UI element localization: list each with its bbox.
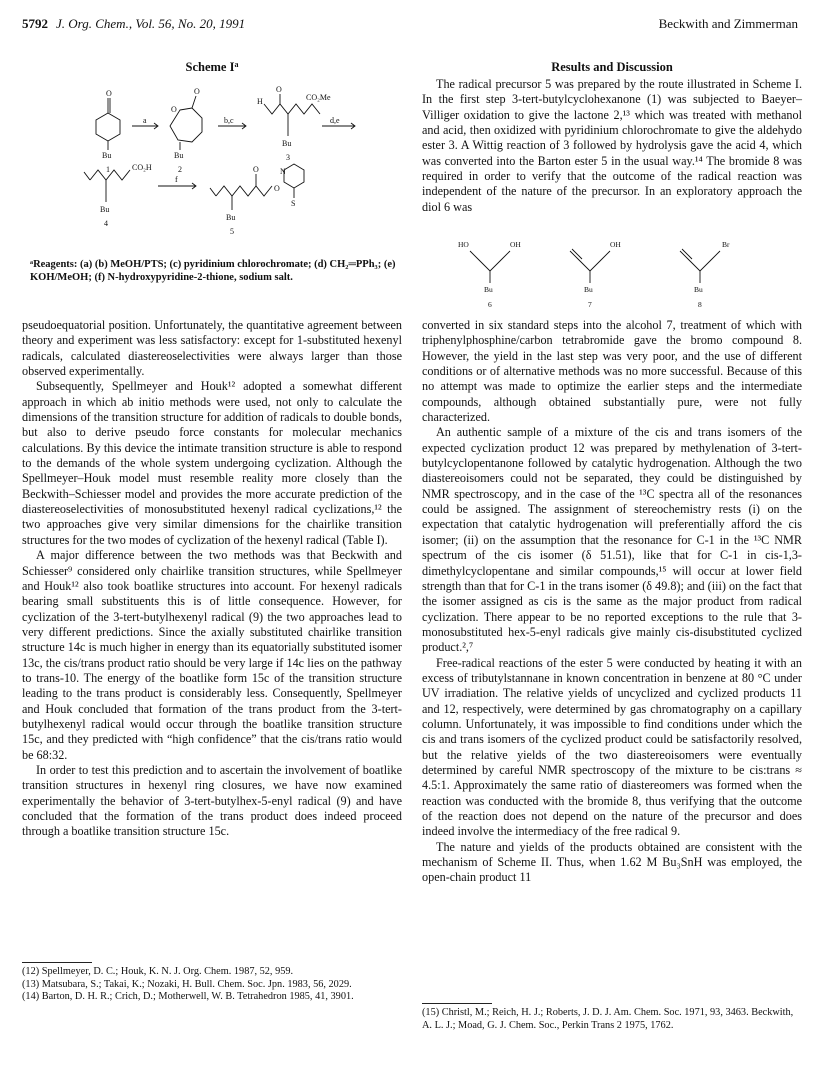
scheme-label-bu4: Bu — [100, 205, 110, 214]
running-head — [22, 16, 798, 34]
compound-3-chain — [264, 104, 320, 114]
structure-6-chain — [470, 251, 510, 271]
scheme-label-h3: H — [257, 97, 263, 106]
scheme-label-co2me: CO₂Me — [306, 93, 331, 102]
footnote: (14) Barton, D. H. R.; Crich, D.; Motherwell, W. B. Tetrahedron 1985, 41, 3901. — [22, 991, 354, 1003]
footnote: (13) Matsubara, S.; Takai, K.; Nozaki, H. Bull. Chem. Soc. Jpn. 1983, 56, 2029. — [22, 978, 352, 990]
footnotes-right — [422, 1007, 802, 1032]
scheme-label-o5b: O — [274, 184, 280, 193]
right-column-body — [422, 318, 802, 886]
scheme-compound-1-label: 1 — [106, 165, 110, 174]
running-head-authors: Beckwith and Zimmerman — [658, 16, 798, 31]
structure-7-label: 7 — [588, 300, 592, 309]
scheme-label-n5: N — [280, 167, 286, 176]
paragraph: Subsequently, Spellmeyer and Houk¹² adopted a somewhat different approach in which ab initio methods were used, not only to calculate the dimensions of the transition structure for addition of radicals to double bonds, but also to derive pseudo force constants for molecular mechanics calculations. By this device the intimate transition structure is able to respond to the demands of the whole system undergoing cyclization. Although the Spellmeyer–Houk model must resemble reality more closely than the Beckwith–Schiesser model and provides the more accurate prediction of the diastereoselectivities of monosubstituted hexenyl radical cyclizations,¹² the two approaches give very similar dimensions for the chairlike transition structures for the two modes of cyclization of the hexenyl radical (Table I). — [22, 379, 402, 547]
scheme-label-o1: O — [106, 89, 112, 98]
footnote-rule-left — [22, 962, 92, 963]
structure-8-br: Br — [722, 240, 730, 249]
paragraph: In order to test this prediction and to ascertain the involvement of boatlike transition structures in hexenyl ring closures, we have now examined experimentally the behavior of 3-tert-butylhex-5-enyl radical (9) and have concluded that the formation of the trans product does indeed proceed through a boatlike transition structure 15c. — [22, 762, 402, 839]
structure-8-bu: Bu — [694, 285, 703, 294]
scheme-arrow-de: d,e — [330, 116, 340, 125]
footnote-rule-right — [422, 1003, 492, 1004]
section-heading: Results and Discussion — [551, 60, 673, 74]
footnotes-left — [22, 966, 402, 1004]
structures-svg — [440, 237, 780, 312]
paragraph: Free-radical reactions of the ester 5 were conducted by heating it with an excess of tributylstannane in known concentration in benzene at 80 °C under UV irradiation. The relative yields of uncyclized and cyclized products 11 and 12, respectively, were determined by gas chromatography on a capillary column. Unfortunately, it was impossible to find conditions under which the cis and trans isomers of the cyclized product could be satisfactorily resolved, but the relative yields of the two diastereoisomers were eventually determined by careful NMR spectroscopy of the mixture to be cis:trans ≈ 4.5:1. Approximately the same ratio of diastereomers was formed when the reaction was conducted with the bromide 8, thus verifying that the outcome of the reaction does not depend on the nature of the precursor and does indeed involve the intermediacy of the free radical 9. — [422, 655, 802, 839]
scheme-arrow-bc: b,c — [224, 116, 234, 125]
scheme-label-s5: S — [291, 199, 296, 208]
structure-7-oh: OH — [610, 240, 621, 249]
compound-5-pyridine-ring — [284, 164, 304, 188]
scheme-arrow-a: a — [143, 116, 147, 125]
paragraph: An authentic sample of a mixture of the cis and trans isomers of the expected cyclization product 12 was prepared by methylenation of 3-tert-butylcyclopentanone followed by catalytic hydrogenation. Although the two diastereoisomers could not be separated, they could be distinguished by NMR spectroscopy, and in the case of the ¹³C spectra all of the resonances could be assigned. The assignment of stereochemistry rests (i) on the expectation that catalytic hydrogenation will preferentially afford the cis isomer; (ii) on the assumption that the resonance for C-1 in the ¹³C NMR spectrum of the cis isomer (δ 51.51), like that for C-1 in cis-1,3-dimethylcyclopentane and similar compounds,¹⁵ will occur at lower field strength than that for C-1 in the trans isomer (δ 49.8); and (iii) on the fact that the isomer assigned as cis is the same as the major product from radical cyclization. There appear to be no reported exceptions to the rule that 3-monosubstituted hex-5-enyl radicals give mainly cis-disubstituted cyclized product.²,⁷ — [422, 425, 802, 655]
running-head-left — [22, 16, 245, 32]
scheme-label-bu5: Bu — [226, 213, 236, 222]
compound-1-ring — [96, 113, 120, 141]
paragraph: converted in six standard steps into the alcohol 7, treatment of which with triphenylphosphine/carbon tetrabromide gave the bromo compound 8. However, the yield in the last step was very poor, and the use of different conditions or of alternative methods was no more successful. Because of this no attempt was made to optimize the earlier steps and the intermediate compounds, although obtained substantially pure, were not fully characterized. — [422, 318, 802, 425]
paragraph: The radical precursor 5 was prepared by the route illustrated in Scheme I. In the first step 3-tert-butylcyclohexanone (1) was subjected to Baeyer–Villiger oxidation to give the lactone 2,¹³ which was treated with methanol and acid, then oxidized with pyridinium chlorochromate to give the aldehydo ester 3. A Wittig reaction of 3 followed by hydrolysis gave the acid 4, which was converted into the Barton ester 5 in the usual way.¹⁴ The bromide 8 was required in order to verify that the outcome of the radical reaction was independent of the nature of the precursor. In an exploratory approach the diol 6 was — [422, 77, 802, 214]
structures-6-7-8 — [440, 237, 780, 312]
scheme-label-co2h: CO₂H — [132, 163, 152, 172]
scheme-footnote: ᵃReagents: (a) (b) MeOH/PTS; (c) pyridinium chlorochromate; (d) CH₂═PPh₃; (e) KOH/MeOH; (f) N-hydroxypyridine-2-thione, sodium salt. — [30, 259, 396, 283]
scheme-label-bu2: Bu — [174, 151, 184, 160]
scheme-label-o3: O — [276, 85, 282, 94]
scheme-label-o5: O — [253, 165, 259, 174]
scheme-title — [22, 60, 402, 75]
structure-6-label: 6 — [488, 300, 492, 309]
structure-7-chain — [570, 251, 610, 271]
scheme-compound-3-label: 3 — [286, 153, 290, 162]
structure-8-label: 8 — [698, 300, 702, 309]
scheme-svg — [70, 78, 370, 248]
compound-4-chain — [90, 170, 130, 180]
footnote: (12) Spellmeyer, D. C.; Houk, K. N. J. Org. Chem. 1987, 52, 959. — [22, 966, 294, 977]
left-column-body — [22, 318, 402, 840]
scheme-label-bu1: Bu — [102, 151, 112, 160]
structure-8-chain — [680, 251, 720, 271]
scheme-label-o2: O — [171, 105, 177, 114]
scheme-arrow-f: f — [175, 175, 178, 184]
scheme-compound-2-label: 2 — [178, 165, 182, 174]
scheme-figure — [70, 78, 370, 248]
journal-citation: J. Org. Chem., Vol. 56, No. 20, 1991 — [56, 16, 246, 31]
structure-7-bu: Bu — [584, 285, 593, 294]
paragraph: The nature and yields of the products obtained are consistent with the mechanism of Scheme II. Thus, when 1.62 M Bu₃SnH was employed, the open-chain product 11 — [422, 839, 802, 885]
right-column-intro — [422, 77, 802, 215]
scheme-label-bu3: Bu — [282, 139, 292, 148]
paragraph: pseudoequatorial position. Unfortunately, the quantitative agreement between theory and experiment was less satisfactory: except for 1-substituted hexenyl radicals, calculated diastereoselectivities were always larger than those observed experimentally. — [22, 318, 402, 379]
scheme-title-sup: a — [234, 60, 239, 69]
structure-6-ho: HO — [458, 240, 469, 249]
structure-6-oh: OH — [510, 240, 521, 249]
paragraph: A major difference between the two methods was that Beckwith and Schiesser⁹ considered only chairlike transition structures, while Spellmeyer and Houk¹² also took boatlike structures into account. For hexenyl radicals bearing small substituents this is of little consequence. However, for cyclization of the 3-tert-butylhexenyl radical (9) the two approaches lead to very different predictions. Since the axially substituted chairlike transition structure 14c is much higher in energy than its equatorially substituted isomer 13c, the cis/trans product ratio should be very large if 14c lies on the pathway to trans-10. The energy of the boatlike form 15c of the transition structure leading to the trans product is considerably less. Consequently, Spellmeyer and Houk concluded that formation of the trans product from the 3-tert-butylhexenyl radical would occur through the boatlike transition structure 15c, and they predicted with “high confidence” that the cis/trans ratio would be 68:32. — [22, 548, 402, 762]
scheme-compound-5-label: 5 — [230, 227, 234, 236]
scheme-label-o2b: O — [194, 87, 200, 96]
structure-6-bu: Bu — [484, 285, 493, 294]
scheme-compound-4-label: 4 — [104, 219, 108, 228]
footnote: (15) Christl, M.; Reich, H. J.; Roberts, J. D. J. Am. Chem. Soc. 1971, 93, 3463. Beckwith, A. L. J.; Moad, G. J. Chem. Soc., Perkin Trans 2 1975, 1762. — [422, 1007, 794, 1031]
scheme-title-text: Scheme I — [185, 60, 235, 74]
page-number: 5792 — [22, 16, 48, 31]
compound-5-chain — [216, 186, 272, 196]
